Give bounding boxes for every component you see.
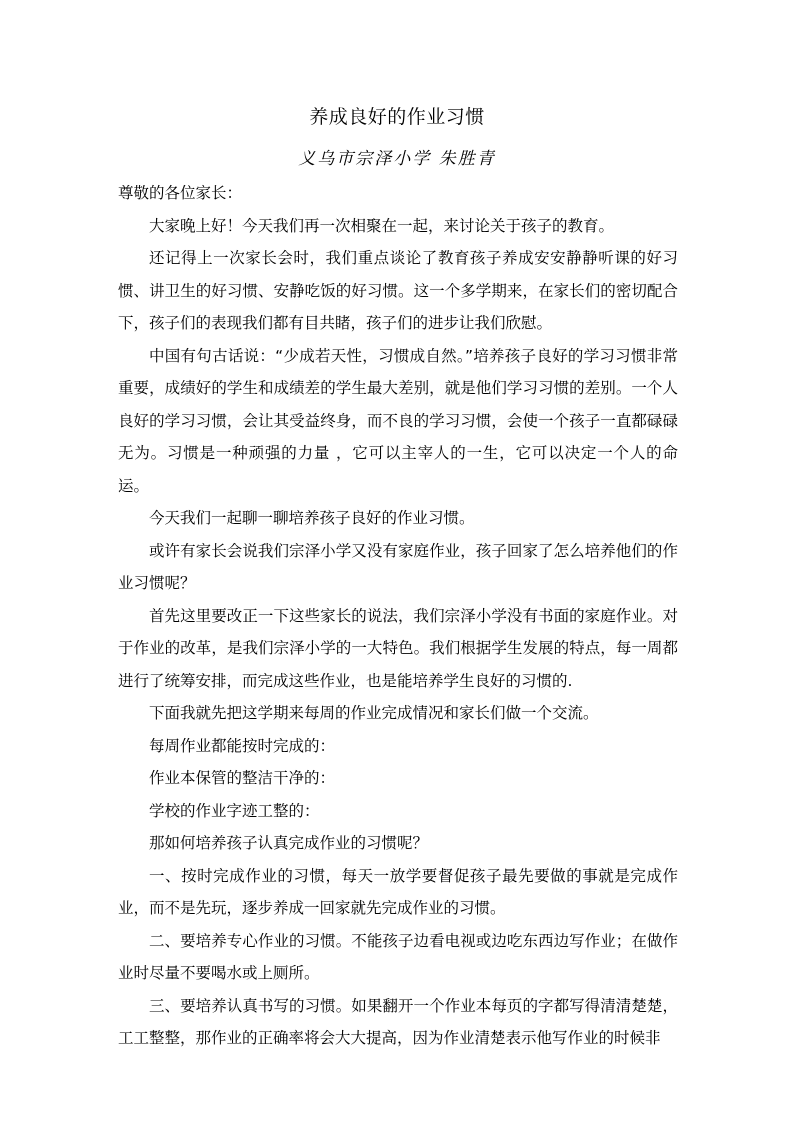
paragraph: 学校的作业字迹工整的： xyxy=(149,801,320,820)
paragraph: 首先这里要改正一下这些家长的说法，我们宗泽小学没有书面的家庭作业。对于作业的改革，是我们宗泽小学的一大特色。我们根据学生发展的特点，每一周都进行了统筹安排，而完成这些作业，也是能培养学生良好的习惯的. xyxy=(118,606,678,690)
paragraph: 一、按时完成作业的习惯，每天一放学要督促孩子最先要做的事就是完成作业，而不是先玩，逐步养成一回家就先完成作业的习惯。 xyxy=(118,866,678,917)
salutation: 尊敬的各位家长： xyxy=(118,184,243,202)
paragraph: 那如何培养孩子认真完成作业的习惯呢？ xyxy=(149,834,429,852)
paragraph: 三、要培养认真书写的习惯。如果翻开一个作业本每页的字都写得清清楚楚，工工整整，那作业的正确率将会大大提高，因为作业清楚表示他写作业的时候非 xyxy=(118,996,678,1047)
paragraph: 中国有句古话说：“少成若天性，习惯成自然。”培养孩子良好的学习习惯非常重要，成绩好的学生和成绩差的学生最大差别，就是他们学习习惯的差别。一个人良好的学习习惯，会让其受益终身，而不良的学习习惯，会使一个孩子一直都碌碌无为。习惯是一种顽强的力量 ，它可以主宰人的一生，它可以决定一个人的命运。 xyxy=(118,346,678,495)
paragraph: 作业本保管的整洁干净的： xyxy=(149,769,336,787)
paragraph: 每周作业都能按时完成的： xyxy=(149,736,336,755)
author-line: 义乌市宗泽小学 朱胜青 xyxy=(298,149,496,169)
paragraph: 下面我就先把这学期来每周的作业完成情况和家长们做一个交流。 xyxy=(149,704,599,722)
paragraph: 今天我们一起聊一聊培养孩子良好的作业习惯。 xyxy=(149,509,475,527)
paragraph: 大家晚上好！今天我们再一次相聚在一起，来讨论关于孩子的教育。 xyxy=(149,216,615,235)
paragraph: 二、要培养专心作业的习惯。不能孩子边看电视或边吃东西边写作业；在做作业时尽量不要喝水或上厕所。 xyxy=(118,931,678,982)
document-title: 养成良好的作业习惯 xyxy=(309,106,485,128)
paragraph: 还记得上一次家长会时，我们重点谈论了教育孩子养成安安静静听课的好习惯、讲卫生的好习惯、安静吃饭的好习惯。这一个多学期来，在家长们的密切配合下，孩子们的表现我们都有目共睹，孩子们的进步让我们欣慰。 xyxy=(118,249,678,332)
document-body xyxy=(118,177,678,1055)
paragraph: 或许有家长会说我们宗泽小学又没有家庭作业，孩子回家了怎么培养他们的作业习惯呢？ xyxy=(118,541,678,592)
